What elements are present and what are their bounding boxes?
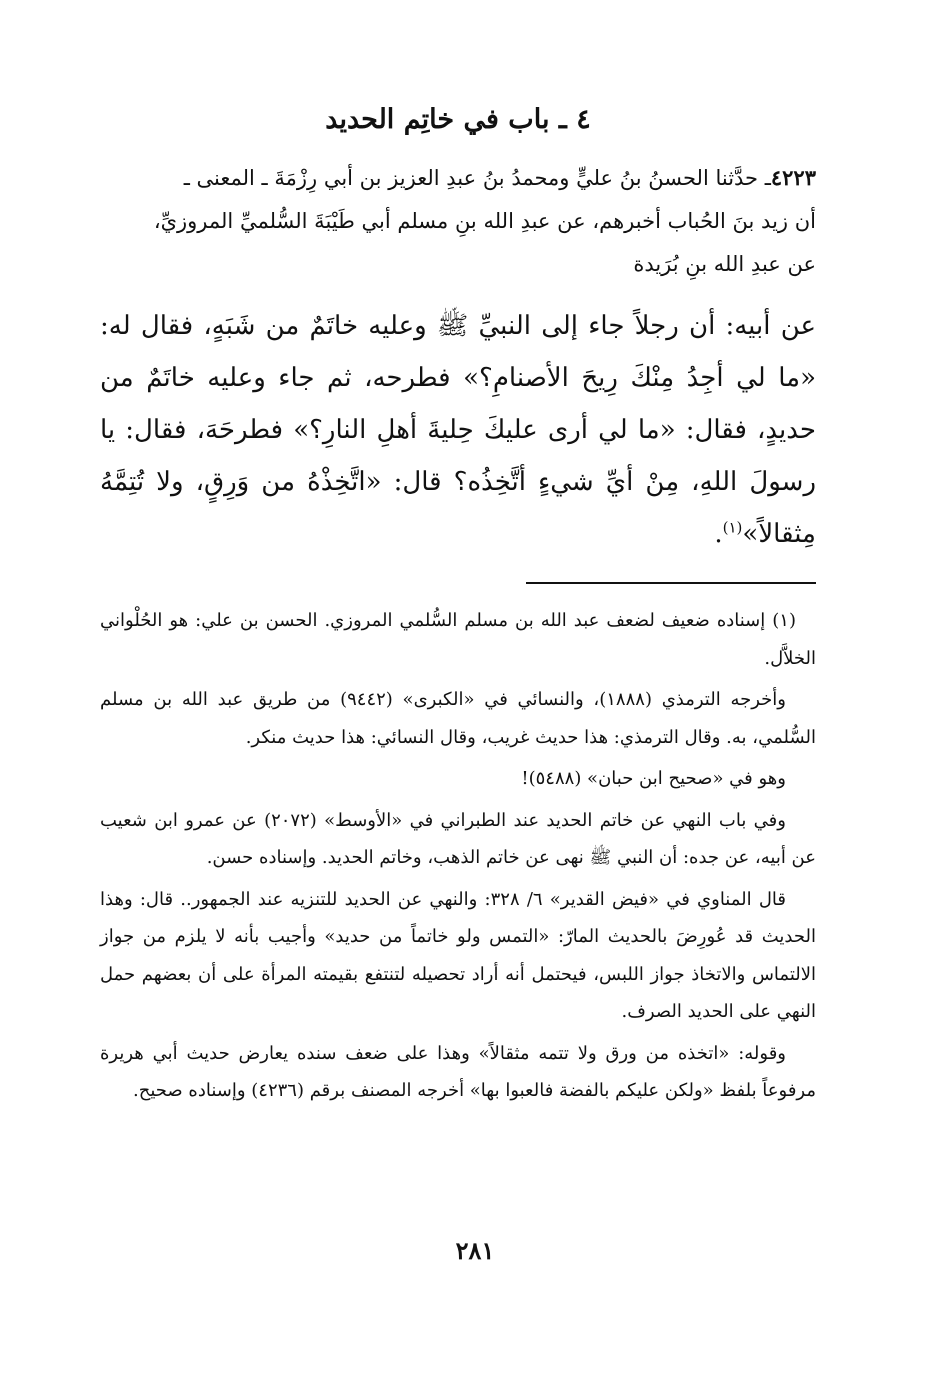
hadith-number: ٤٢٢٣ xyxy=(770,165,816,190)
hadith-matn xyxy=(100,300,816,560)
isnad-line-1 xyxy=(100,156,816,200)
footnotes-section xyxy=(100,602,816,1110)
footnote-takhrij: وأخرجه الترمذي (١٨٨٨)، والنسائي في «الكبرى» (٩٤٤٢) من طريق عبد الله بن مسلم السُّلمي، به. وقال الترمذي: هذا حديث غريب، وقال النسائي: هذا حديث منكر. xyxy=(100,689,816,748)
footnote-reference: (١) xyxy=(722,518,743,537)
footnote-tabarani: وفي باب النهي عن خاتم الحديد عند الطبراني في «الأوسط» (٢٠٧٢) عن عمرو ابن شعيب عن أبيه، عن جده: أن النبي ﷺ نهى عن خاتم الذهب، وخاتم الحديد. وإسناده حسن. xyxy=(100,809,816,868)
isnad-line-2: أن زيد بنَ الحُباب أخبرهم، عن عبدِ الله بنِ مسلم أبي طَيْبَةَ السُّلميِّ المروزيِّ، xyxy=(153,209,816,233)
footnote-separator xyxy=(526,582,816,584)
footnote-ibn-hibban: وهو في «صحيح ابن حبان» (٥٤٨٨)! xyxy=(521,768,786,789)
hadith-isnad xyxy=(100,156,816,286)
footnote-munawi: قال المناوي في «فيض القدير» ٦/ ٣٢٨: والنهي عن الحديد للتنزيه عند الجمهور.. قال: وهذا الحديث قد عُورِضَ بالحديث المارّ: «التمس ولو خاتماً من حديد» وأجيب بأنه لا يلزم من جواز الالتماس والاتخاذ جواز اللبس، فيحتمل أنه أراد تحصيله لتنتفع بقيمته المرأة على أن بعضهم حمل النهي على الحديد الصرف. xyxy=(100,888,816,1022)
page-number: ٢٨١ xyxy=(455,1236,495,1265)
footnote-1: (١) إسناده ضعيف لضعف عبد الله بن مسلم السُّلمي المروزي. الحسن بن علي: هو الحُلْواني الخلاَّل. xyxy=(100,610,816,669)
matn-text: عن أبيه: أن رجلاً جاء إلى النبيِّ ﷺ وعليه خاتَمٌ من شَبَهٍ، فقال له: «ما لي أجِدُ مِنْكَ رِيحَ الأصنامِ؟» فطرحه، ثم جاء وعليه خاتَمٌ من حديدٍ، فقال: «ما لي أرى عليكَ حِليةَ أهلِ النارِ؟» فطرحَهَ، فقال: يا رسولَ اللهِ، مِنْ أيِّ شيءٍ أتَّخِذُه؟ قال: «اتَّخِذْهُ من وَرِقٍ، ولا تُتِمَّهُ مِثقالاً» xyxy=(100,311,817,549)
document-page xyxy=(100,100,816,1114)
matn-end: . xyxy=(714,519,723,549)
chapter-title: ٤ ـ باب في خاتِم الحديد xyxy=(325,104,591,135)
isnad-line-3: عن عبدِ الله بنِ بُرَيدة xyxy=(633,252,816,276)
isnad-text-1: ـ حدَّثنا الحسنُ بنُ عليٍّ ومحمدُ بنُ عبدِ العزيز بن أبي رِزْمَةَ ـ المعنى ـ xyxy=(183,166,771,190)
footnote-qawluhu: وقوله: «اتخذه من ورق ولا تتمه مثقالاً» وهذا على ضعف سنده يعارض حديث أبي هريرة مرفوعاً بلفظ «ولكن عليكم بالفضة فالعبوا بها» أخرجه المصنف برقم (٤٢٣٦) وإسناده صحيح. xyxy=(100,1042,816,1101)
